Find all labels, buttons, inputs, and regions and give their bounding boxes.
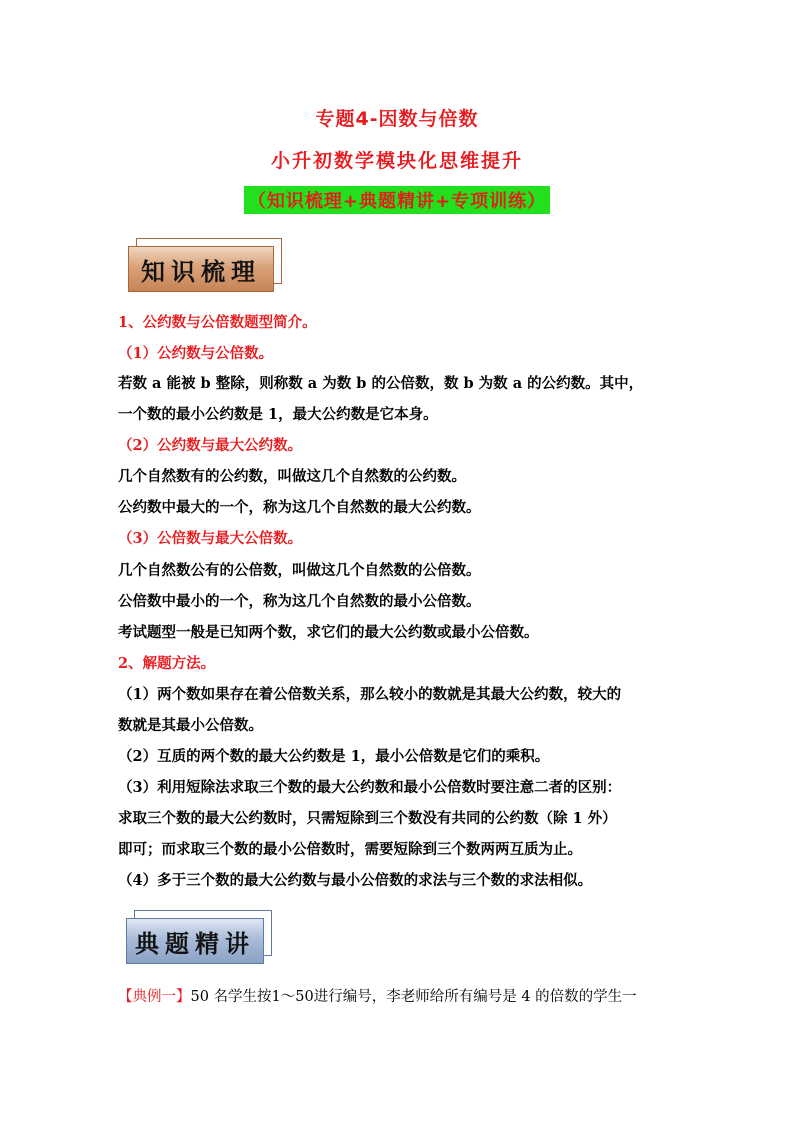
document-title: 专题4-因数与倍数 — [315, 108, 479, 130]
section-badge-knowledge-label: 知识梳理 — [141, 256, 261, 286]
document-subtitle: 小升初数学模块化思维提升 — [270, 150, 523, 172]
document-tagline: （知识梳理+典题精讲+专项训练） — [244, 186, 550, 214]
example-1-text: 50 名学生按1～50进行编号，李老师给所有编号是 4 的倍数的学生一 — [190, 989, 637, 1005]
subheading-1: （1）公约数与公倍数。 — [118, 345, 274, 362]
paragraph-1b: 一个数的最小公约数是 1，最大公约数是它本身。 — [118, 406, 438, 423]
method-1b: 数就是其最小公倍数。 — [118, 717, 263, 734]
paragraph-3b: 公倍数中最小的一个，称为这几个自然数的最小公倍数。 — [118, 593, 481, 610]
method-3a: （3）利用短除法求取三个数的最大公约数和最小公倍数时要注意二者的区别： — [118, 779, 622, 796]
example-1-label: 【典例一】 — [118, 989, 191, 1005]
paragraph-3c: 考试题型一般是已知两个数，求它们的最大公约数或最小公倍数。 — [118, 624, 539, 641]
paragraph-2a: 几个自然数有的公约数，叫做这几个自然数的公约数。 — [118, 468, 466, 485]
method-1a: （1）两个数如果存在着公倍数关系，那么较小的数就是其最大公约数，较大的 — [118, 686, 622, 703]
paragraph-3a: 几个自然数公有的公倍数，叫做这几个自然数的公倍数。 — [118, 562, 481, 579]
subheading-2: （2）公约数与最大公约数。 — [118, 437, 303, 454]
section-badge-examples-label: 典题精讲 — [135, 928, 255, 958]
paragraph-2b: 公约数中最大的一个，称为这几个自然数的最大公约数。 — [118, 499, 481, 516]
section-badge-examples — [126, 918, 264, 964]
section-badge-knowledge — [128, 246, 274, 292]
method-3b: 求取三个数的最大公约数时，只需短除到三个数没有共同的公约数（除 1 外） — [118, 810, 617, 827]
tagline-wrapper — [0, 186, 794, 214]
example-1 — [118, 987, 637, 1007]
method-4: （4）多于三个数的最大公约数与最小公倍数的求法与三个数的求法相似。 — [118, 872, 593, 889]
heading-2: 2、解题方法。 — [118, 655, 216, 672]
method-2: （2）互质的两个数的最大公约数是 1，最小公倍数是它们的乘积。 — [118, 748, 550, 765]
paragraph-1a: 若数 a 能被 b 整除，则称数 a 为数 b 的公倍数，数 b 为数 a 的公约数。其中， — [118, 375, 644, 392]
subheading-3: （3）公倍数与最大公倍数。 — [118, 530, 303, 547]
heading-1: 1、公约数与公倍数题型简介。 — [118, 314, 317, 331]
method-3c: 即可；而求取三个数的最小公倍数时，需要短除到三个数两两互质为止。 — [118, 841, 582, 858]
